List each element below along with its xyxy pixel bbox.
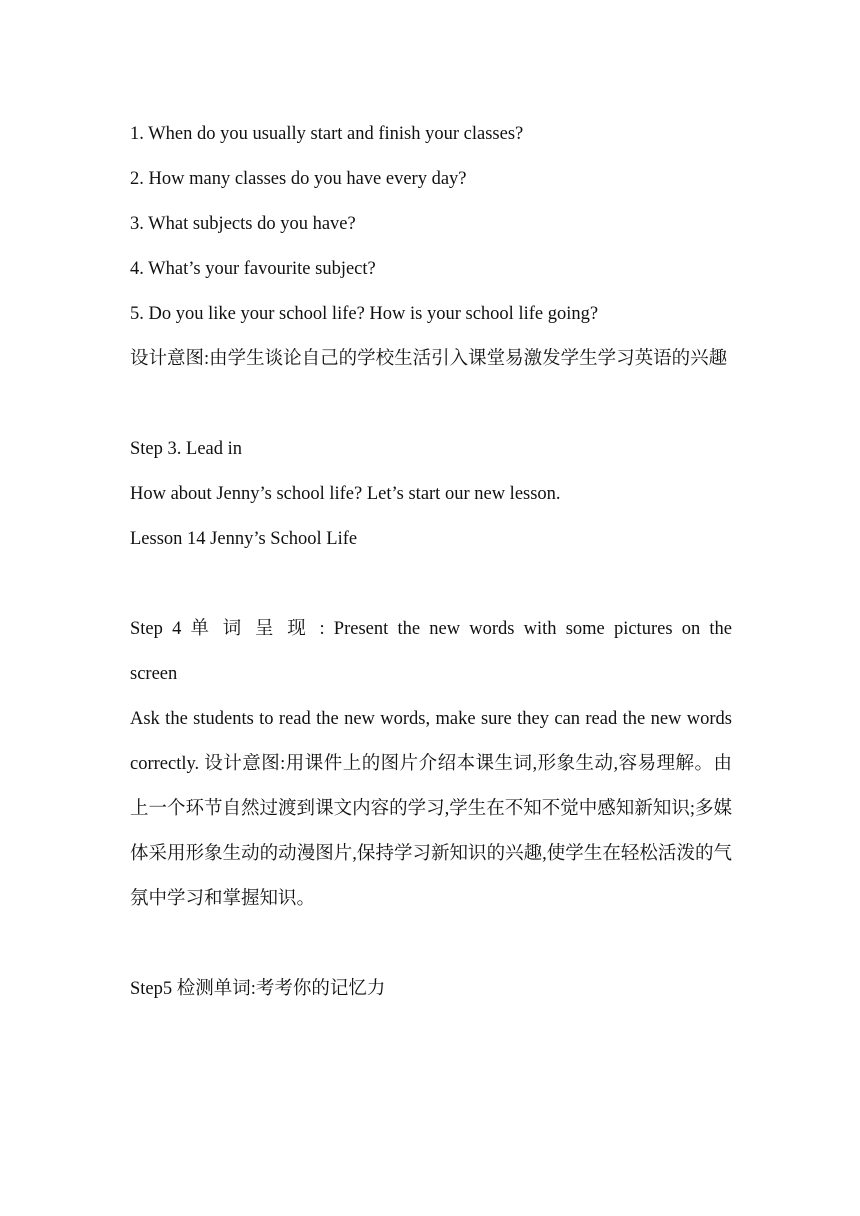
step4-body: Ask the students to read the new words, make sure they can read the new words correctly. 设计意图:用课件上的图片介绍本课生词,形象生动,容易理解。由上一个环节自然过渡到课文内容的学习,学生在不知不觉中感知新知识;多媒体采用形象生动的动漫图片,保持学习新知识的兴趣,使学生在轻松活泼的气氛中学习和掌握知识。 <box>130 709 732 909</box>
step3-title: Step 3. Lead in <box>130 439 243 459</box>
step3-line1: How about Jenny’s school life? Let’s start our new lesson. <box>130 484 561 504</box>
step4-title: Step 4 单 词 呈 现 : Present the new words with some pictures on the <box>130 619 732 639</box>
spacer <box>130 922 732 967</box>
question-2: 2. How many classes do you have every day? <box>130 169 467 189</box>
step5-title: Step5 检测单词:考考你的记忆力 <box>130 979 386 999</box>
step3-line2: Lesson 14 Jenny’s School Life <box>130 529 358 549</box>
question-4: 4. What’s your favourite subject? <box>130 259 376 279</box>
step4-title-cont: screen <box>130 664 178 684</box>
spacer <box>130 382 732 427</box>
question-5: 5. Do you like your school life? How is your school life going? <box>130 304 599 324</box>
document-page <box>130 112 732 1012</box>
question-1: 1. When do you usually start and finish your classes? <box>130 124 524 144</box>
design-intent-1: 设计意图:由学生谈论自己的学校生活引入课堂易激发学生学习英语的兴趣 <box>130 349 728 369</box>
spacer <box>130 562 732 607</box>
question-3: 3. What subjects do you have? <box>130 214 356 234</box>
